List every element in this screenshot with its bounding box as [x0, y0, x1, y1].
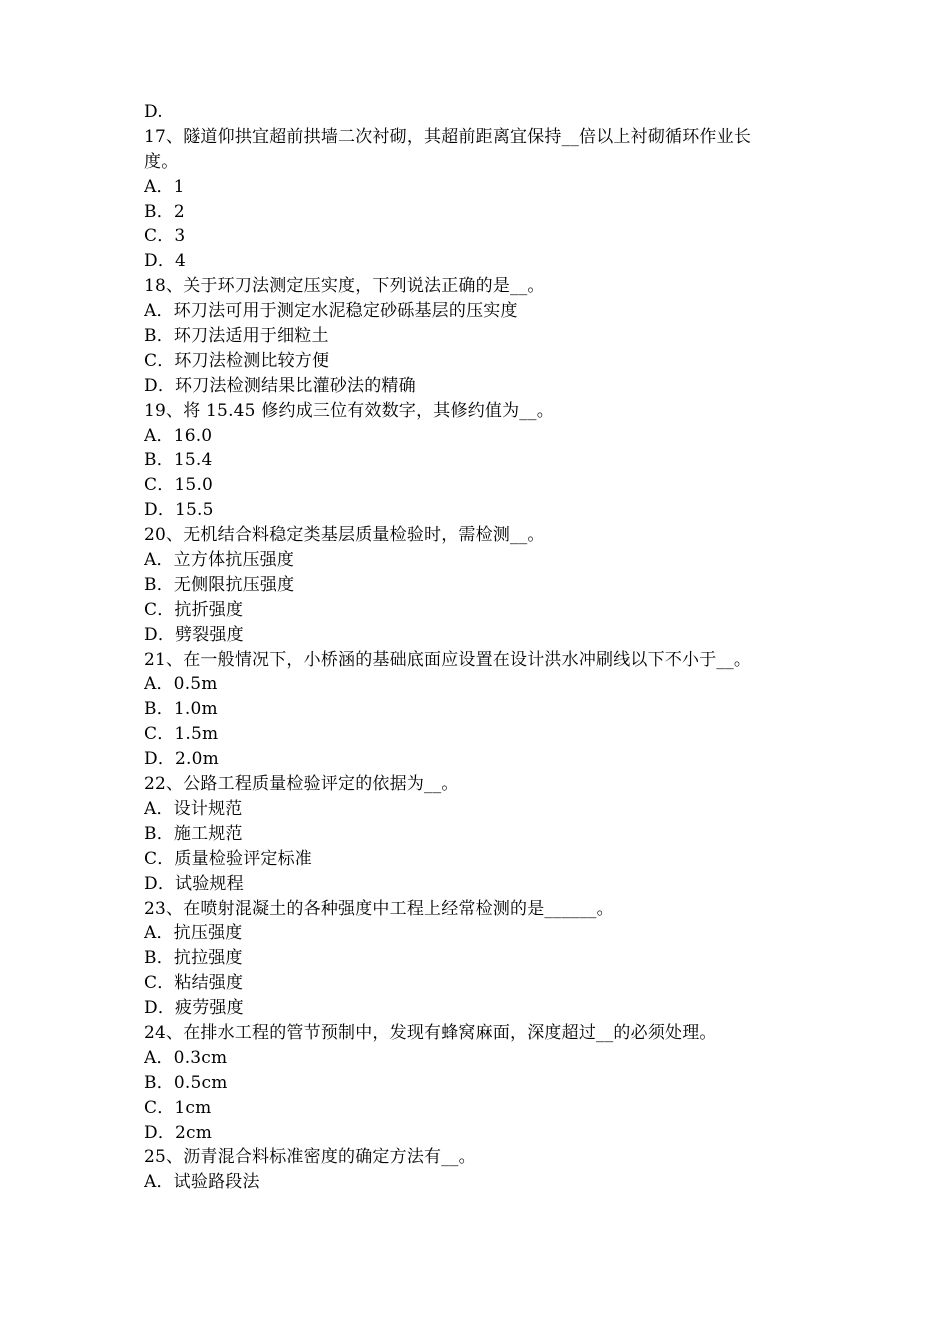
text-line: C．抗折强度	[144, 599, 244, 620]
text-line: B．施工规范	[144, 823, 243, 844]
text-line: D．环刀法检测结果比灌砂法的精确	[144, 375, 416, 396]
text-line: D．2cm	[144, 1122, 213, 1143]
text-line: B．2	[144, 201, 185, 222]
text-line: A．16.0	[144, 425, 213, 446]
text-line: 18、关于环刀法测定压实度，下列说法正确的是__。	[144, 276, 545, 297]
text-line: B．抗拉强度	[144, 948, 243, 969]
text-line: C．质量检验评定标准	[144, 848, 313, 869]
text-line: D．15.5	[144, 500, 214, 521]
text-line: A．0.5m	[144, 674, 218, 695]
text-line: C．3	[144, 226, 186, 247]
text-line: D．试验规程	[144, 873, 244, 894]
text-line: D.	[144, 102, 163, 122]
text-line: B．0.5cm	[144, 1072, 228, 1093]
text-line: A．抗压强度	[144, 923, 243, 944]
text-line: 20、无机结合料稳定类基层质量检验时，需检测__。	[144, 525, 545, 546]
text-line: B．15.4	[144, 450, 213, 471]
text-line: 23、在喷射混凝土的各种强度中工程上经常检测的是______。	[144, 898, 614, 919]
text-line: 25、沥青混合料标准密度的确定方法有__。	[144, 1147, 476, 1168]
text-line: A．立方体抗压强度	[144, 550, 295, 571]
text-line: A．试验路段法	[144, 1172, 260, 1193]
text-line: 22、公路工程质量检验评定的依据为__。	[144, 774, 459, 795]
text-line: 度。	[144, 151, 179, 172]
text-line: A．设计规范	[144, 798, 243, 819]
text-line: A．1	[144, 176, 185, 197]
text-line: C．粘结强度	[144, 973, 244, 994]
text-line: 24、在排水工程的管节预制中，发现有蜂窝麻面，深度超过__的必须处理。	[144, 1022, 717, 1043]
text-line: B．环刀法适用于细粒土	[144, 326, 329, 347]
text-line: D．2.0m	[144, 749, 219, 770]
text-line: D．疲劳强度	[144, 998, 244, 1019]
text-line: D．4	[144, 251, 187, 272]
text-line: C．环刀法检测比较方便	[144, 350, 330, 371]
text-line: 21、在一般情况下，小桥涵的基础底面应设置在设计洪水冲刷线以下不小于__。	[144, 649, 752, 670]
text-line: C．1cm	[144, 1097, 212, 1118]
text-line: 17、隧道仰拱宜超前拱墙二次衬砌，其超前距离宜保持__倍以上衬砌循环作业长	[144, 126, 752, 147]
text-line: A．环刀法可用于测定水泥稳定砂砾基层的压实度	[144, 301, 518, 322]
text-line: A．0.3cm	[144, 1047, 228, 1068]
text-line: 19、将 15.45 修约成三位有效数字，其修约值为__。	[144, 400, 554, 421]
text-line: B．1.0m	[144, 699, 218, 720]
text-line: C．15.0	[144, 475, 214, 496]
text-line: C．1.5m	[144, 724, 219, 745]
document-text-body	[144, 100, 824, 1195]
text-line: D．劈裂强度	[144, 624, 244, 645]
text-line: B．无侧限抗压强度	[144, 574, 295, 595]
